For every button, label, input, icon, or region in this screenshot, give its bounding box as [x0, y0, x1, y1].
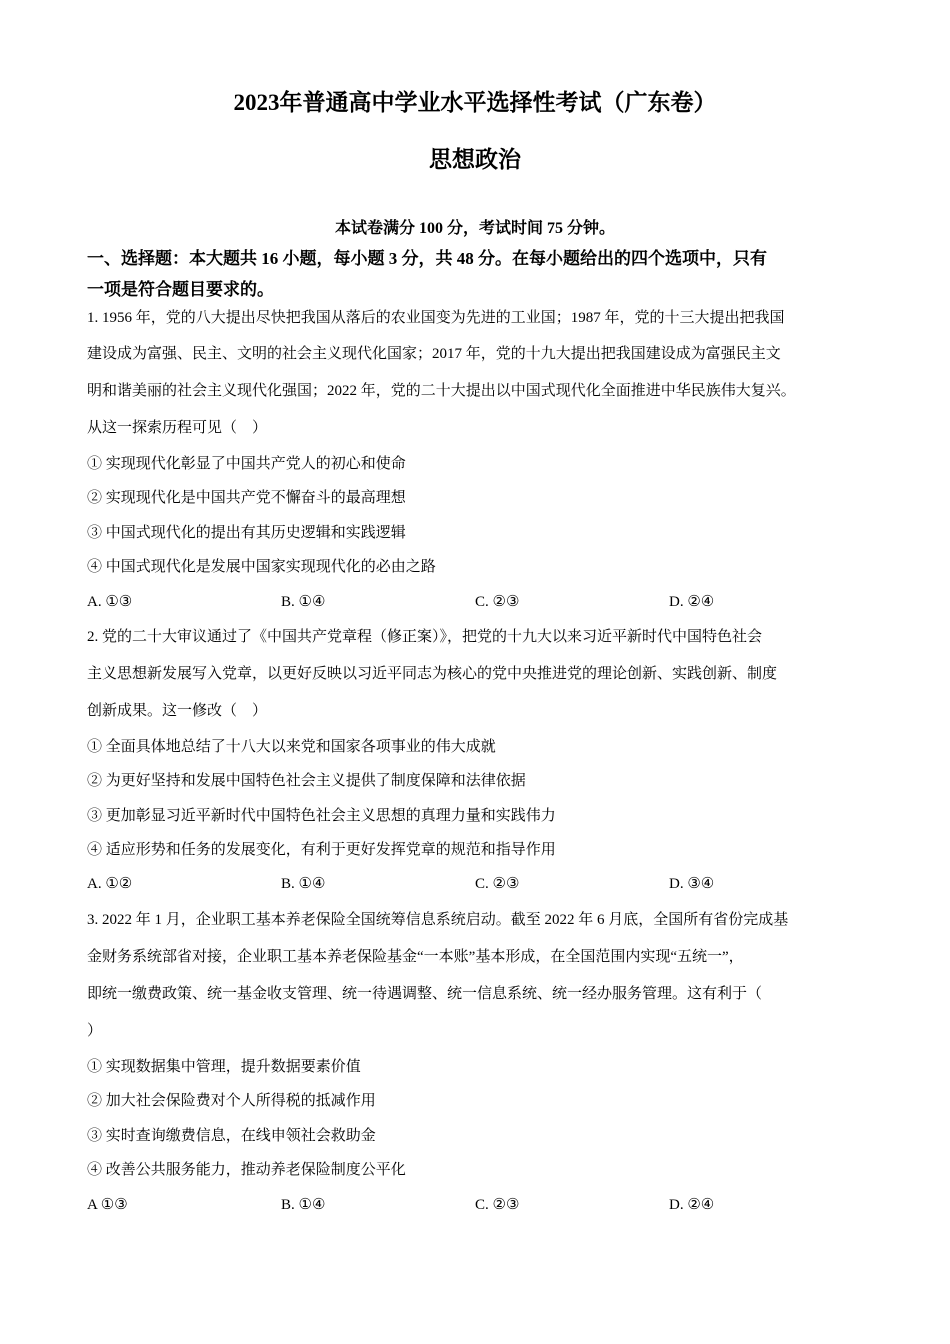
option-c[interactable]: C. ②③	[475, 876, 520, 892]
question-stem-line: 主义思想新发展写入党章，以更好反映以习近平同志为核心的党中央推进党的理论创新、实践创新、制度	[87, 666, 778, 682]
statement-3: ③ 实时查询缴费信息，在线申领社会救助金	[87, 1128, 376, 1144]
question-stem-line: 创新成果。这一修改（ ）	[87, 703, 268, 719]
question-stem-line: 建设成为富强、民主、文明的社会主义现代化国家；2017 年，党的十九大提出把我国建设成为富强民主文	[87, 346, 781, 362]
option-c[interactable]: C. ②③	[475, 1197, 520, 1213]
section-heading-line-1: 一、选择题：本大题共 16 小题，每小题 3 分，共 48 分。在每小题给出的四个选项中，只有	[87, 249, 767, 268]
option-a[interactable]: A. ①②	[87, 876, 133, 892]
statement-4: ④ 改善公共服务能力，推动养老保险制度公平化	[87, 1162, 406, 1178]
statement-1: ① 实现现代化彰显了中国共产党人的初心和使命	[87, 456, 406, 472]
exam-info: 本试卷满分 100 分，考试时间 75 分钟。	[334, 220, 615, 237]
option-d[interactable]: D. ②④	[669, 1197, 715, 1213]
statement-3: ③ 中国式现代化的提出有其历史逻辑和实践逻辑	[87, 525, 406, 541]
subject-title: 思想政治	[429, 147, 521, 172]
statement-1: ① 实现数据集中管理，提升数据要素价值	[87, 1059, 361, 1075]
exam-title: 2023年普通高中学业水平选择性考试（广东卷）	[233, 90, 717, 115]
option-c[interactable]: C. ②③	[475, 594, 520, 610]
question-stem-line: 3. 2022 年 1 月，企业职工基本养老保险全国统筹信息系统启动。截至 2022 年 6 月底，全国所有省份完成基	[87, 912, 789, 928]
option-a[interactable]: A ①③	[87, 1197, 128, 1213]
option-d[interactable]: D. ③④	[669, 876, 715, 892]
option-d[interactable]: D. ②④	[669, 594, 715, 610]
statement-2: ② 加大社会保险费对个人所得税的抵减作用	[87, 1093, 376, 1109]
question-stem-line: 从这一探索历程可见（ ）	[87, 420, 268, 436]
option-a[interactable]: A. ①③	[87, 594, 133, 610]
question-stem-line: 1. 1956 年，党的八大提出尽快把我国从落后的农业国变为先进的工业国；1987 年，党的十三大提出把我国	[87, 310, 785, 326]
statement-3: ③ 更加彰显习近平新时代中国特色社会主义思想的真理力量和实践伟力	[87, 808, 556, 824]
option-b[interactable]: B. ①④	[281, 594, 326, 610]
question-stem-line: 明和谐美丽的社会主义现代化强国；2022 年，党的二十大提出以中国式现代化全面推进中华民族伟大复兴。	[87, 383, 796, 399]
section-heading-line-2: 一项是符合题目要求的。	[87, 280, 274, 299]
question-stem-line: ）	[87, 1023, 103, 1039]
statement-4: ④ 中国式现代化是发展中国家实现现代化的必由之路	[87, 559, 436, 575]
question-stem-line: 即统一缴费政策、统一基金收支管理、统一待遇调整、统一信息系统、统一经办服务管理。这有利于（	[87, 986, 763, 1002]
statement-2: ② 为更好坚持和发展中国特色社会主义提供了制度保障和法律依据	[87, 773, 526, 789]
statement-4: ④ 适应形势和任务的发展变化，有利于更好发挥党章的规范和指导作用	[87, 842, 556, 858]
question-stem-line: 2. 党的二十大审议通过了《中国共产党章程（修正案）》，把党的十九大以来习近平新时代中国特色社会	[87, 629, 763, 645]
statement-1: ① 全面具体地总结了十八大以来党和国家各项事业的伟大成就	[87, 739, 496, 755]
option-b[interactable]: B. ①④	[281, 876, 326, 892]
option-b[interactable]: B. ①④	[281, 1197, 326, 1213]
question-stem-line: 金财务系统部省对接，企业职工基本养老保险基金“一本账”基本形成，在全国范围内实现“五统一”，	[87, 949, 744, 965]
statement-2: ② 实现现代化是中国共产党不懈奋斗的最高理想	[87, 490, 406, 506]
